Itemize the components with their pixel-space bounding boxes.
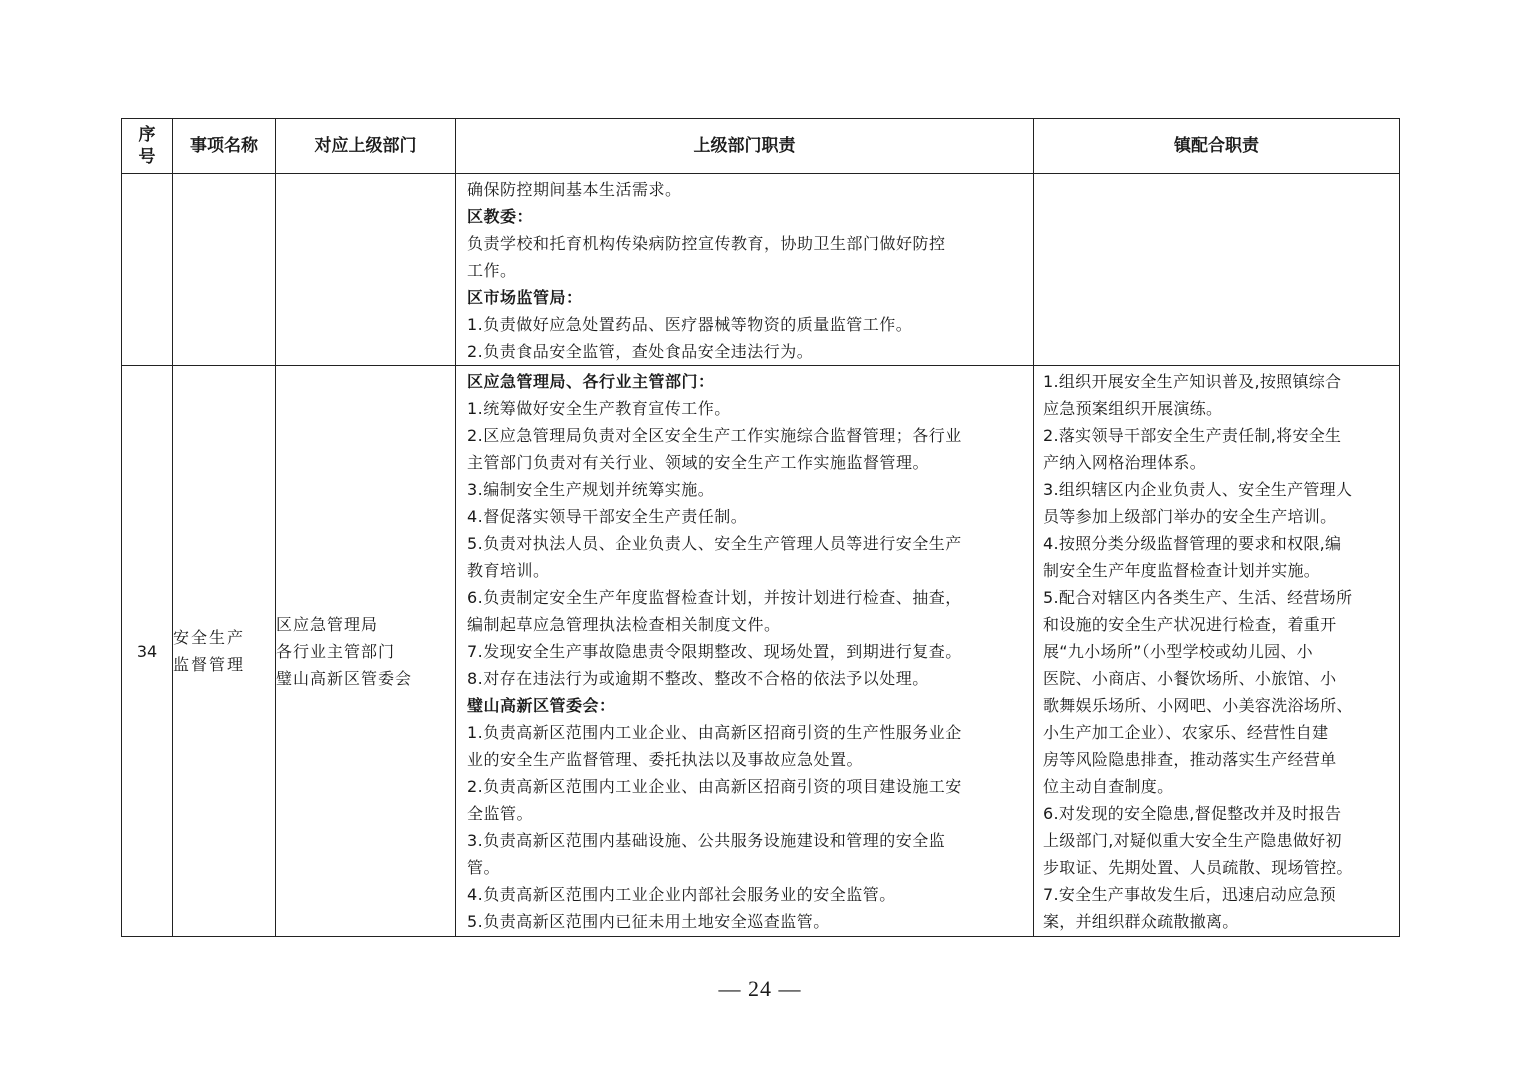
duty-line: 负责学校和托育机构传染病防控宣传教育，协助卫生部门做好防控 [467,234,946,253]
table-row [122,174,1400,366]
header-seq [122,119,173,174]
duty-line: 1.负责做好应急处置药品、医疗器械等物资的质量监管工作。 [467,315,913,334]
duty-line: 产纳入网格治理体系。 [1043,453,1207,472]
duty-line: 确保防控期间基本生活需求。 [467,180,682,199]
duty-line: 5.负责高新区范围内已征未用土地安全巡查监管。 [467,912,830,931]
duty-line: 2.负责食品安全监管，查处食品安全违法行为。 [467,342,814,361]
duty-line: 7.发现安全生产事故隐患责令限期整改、现场处置，到期进行复查。 [467,642,962,661]
duty-line: 1.组织开展安全生产知识普及,按照镇综合 [1043,372,1342,391]
header-town-duties: 镇配合职责 [1034,119,1400,174]
duty-line: 2.负责高新区范围内工业企业、由高新区招商引资的项目建设施工安 [467,777,962,796]
row2-dept-line2: 各行业主管部门 [276,641,396,661]
duty-line: 房等风险隐患排查，推动落实生产经营单 [1043,750,1337,769]
duty-line: 4.督促落实领导干部安全生产责任制。 [467,507,748,526]
duty-line: 3.组织辖区内企业负责人、安全生产管理人 [1043,480,1353,499]
row2-item-name-line2: 监督管理 [173,655,246,674]
row1-duties-list [456,174,1033,365]
duty-line: 4.按照分类分级监督管理的要求和权限,编 [1043,534,1342,553]
duty-line: 编制起草应急管理执法检查相关制度文件。 [467,615,781,634]
row2-dept-line1: 区应急管理局 [276,614,379,634]
duty-line: 工作。 [467,261,517,280]
table-row [122,366,1400,937]
header-superior-duties: 上级部门职责 [456,119,1034,174]
duty-line: 展“九小场所”（小型学校或幼儿园、小 [1043,642,1313,661]
duty-line: 8.对存在违法行为或逾期不整改、整改不合格的依法予以处理。 [467,669,929,688]
duty-line: 5.配合对辖区内各类生产、生活、经营场所 [1043,588,1353,607]
row2-duties-list [456,366,1033,935]
header-seq-line1: 序 [138,125,156,145]
table-header-row [122,119,1400,174]
duty-line: 教育培训。 [467,561,550,580]
row2-dept-cell [276,366,456,937]
row2-dept-line3: 璧山高新区管委会 [276,668,413,688]
duty-line: 3.编制安全生产规划并统筹实施。 [467,480,715,499]
row1-duties-cell [456,174,1034,366]
row2-town-duties-list [1034,366,1399,935]
duty-line: 2.区应急管理局负责对全区安全生产工作实施综合监督管理；各行业 [467,426,962,445]
duty-line: 区应急管理局、各行业主管部门： [467,372,715,391]
duty-line: 5.负责对执法人员、企业负责人、安全生产管理人员等进行安全生产 [467,534,962,553]
duty-line: 2.落实领导干部安全生产责任制,将安全生 [1043,426,1342,445]
duty-line: 6.对发现的安全隐患,督促整改并及时报告 [1043,804,1342,823]
duty-line: 步取证、先期处置、人员疏散、现场管控。 [1043,858,1353,877]
row2-town-cell [1034,366,1400,937]
duty-line: 医院、小商店、小餐饮场所、小旅馆、小 [1043,669,1337,688]
duty-line: 区教委： [467,207,534,226]
duty-line: 区市场监管局： [467,288,583,307]
duty-line: 3.负责高新区范围内基础设施、公共服务设施建设和管理的安全监 [467,831,946,850]
row2-item-name-line1: 安全生产 [173,628,246,647]
duties-table [121,118,1400,937]
duty-line: 7.安全生产事故发生后，迅速启动应急预 [1043,885,1336,904]
row2-seq: 34 [136,641,158,661]
duty-line: 和设施的安全生产状况进行检查，着重开 [1043,615,1337,634]
duty-line: 位主动自查制度。 [1043,777,1174,796]
duty-line: 6.负责制定安全生产年度监督检查计划，并按计划进行检查、抽查， [467,588,962,607]
row1-item-cell [173,174,276,366]
duty-line: 管。 [467,858,501,877]
duty-line: 案，并组织群众疏散撤离。 [1043,912,1239,931]
page-number: — 24 — [718,976,802,1001]
header-superior-department: 对应上级部门 [276,119,456,174]
row2-duties-cell [456,366,1034,937]
duty-line: 主管部门负责对有关行业、领域的安全生产工作实施监督管理。 [467,453,930,472]
duty-line: 小生产加工企业）、农家乐、经营性自建 [1043,723,1329,742]
header-seq-line2: 号 [138,147,156,167]
header-item-name: 事项名称 [173,119,276,174]
row1-dept-cell [276,174,456,366]
duty-line: 业的安全生产监督管理、委托执法以及事故应急处置。 [467,750,864,769]
duty-line: 歌舞娱乐场所、小网吧、小美容洗浴场所、 [1043,696,1353,715]
duty-line: 应急预案组织开展演练。 [1043,399,1223,418]
row2-seq-cell [122,366,173,937]
duty-line: 制安全生产年度监督检查计划并实施。 [1043,561,1321,580]
row1-seq-cell [122,174,173,366]
duty-line: 1.统筹做好安全生产教育宣传工作。 [467,399,731,418]
duty-line: 1.负责高新区范围内工业企业、由高新区招商引资的生产性服务业企 [467,723,962,742]
duty-line: 璧山高新区管委会： [467,696,616,715]
duty-line: 上级部门,对疑似重大安全生产隐患做好初 [1043,831,1342,850]
duty-line: 员等参加上级部门举办的安全生产培训。 [1043,507,1337,526]
duty-line: 全监管。 [467,804,534,823]
duty-line: 4.负责高新区范围内工业企业内部社会服务业的安全监管。 [467,885,896,904]
row1-town-cell [1034,174,1400,366]
row2-item-cell [173,366,276,937]
